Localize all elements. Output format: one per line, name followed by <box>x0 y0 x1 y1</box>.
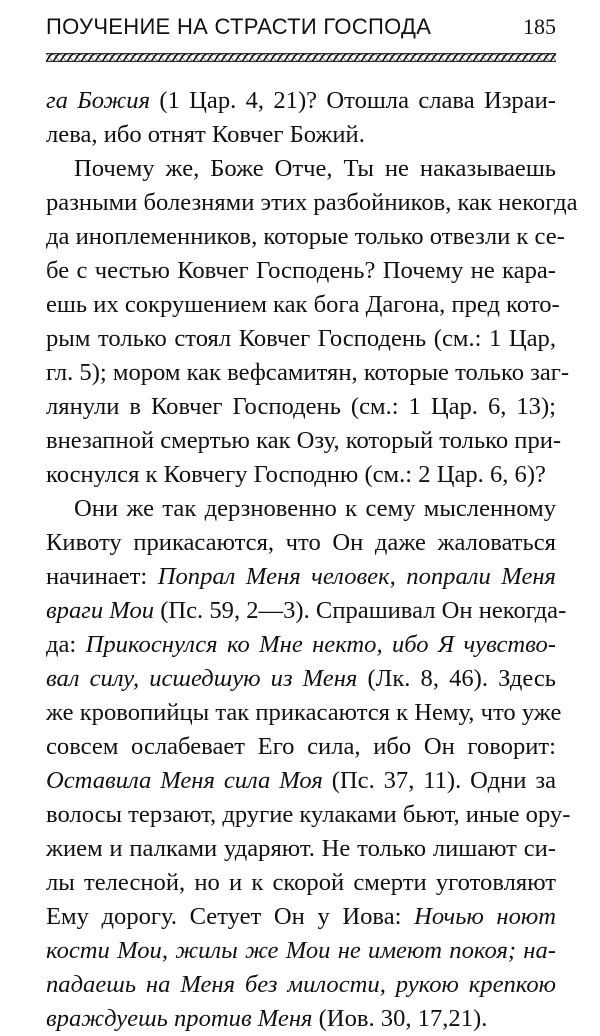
text-segment: бе с честью Ковчег Господень? Почему не кара- <box>46 257 556 284</box>
body-text <box>46 84 578 1036</box>
italic-quote: Попрал Меня человек, попрали Меня <box>157 563 556 590</box>
text-segment: Почему же, Боже Отче, Ты не наказываешь <box>74 155 556 182</box>
text-segment: да: <box>46 631 86 658</box>
text-line <box>46 1002 556 1036</box>
italic-quote: кости Мои, жилы же Мои не имеют покоя; на- <box>46 937 556 964</box>
text-line <box>46 322 556 356</box>
text-line <box>46 730 556 764</box>
text-segment: да иноплеменников, которые только отвезли к се- <box>46 223 565 250</box>
text-line <box>46 968 556 1002</box>
page-number: 185 <box>523 14 556 39</box>
italic-quote: Ночью ноют <box>414 903 557 930</box>
text-line <box>46 492 556 526</box>
text-segment: (Пс. 37, 11). Одни за <box>322 767 556 794</box>
running-title: ПОУЧЕНИЕ НА СТРАСТИ ГОСПОДА <box>46 14 432 39</box>
italic-quote: га Божия <box>46 87 151 114</box>
text-line <box>46 152 556 186</box>
page-header <box>46 14 556 48</box>
text-line <box>46 220 565 254</box>
text-segment: рым только стоял Ковчег Господень (см.: 1 Цар, <box>46 325 556 352</box>
text-segment: Ему дорогу. Сетует Он у Иова: <box>46 903 415 930</box>
text-segment: начинает: <box>46 563 158 590</box>
text-line <box>46 628 556 662</box>
italic-quote: враги Мои <box>46 597 155 624</box>
text-segment: ешь их сокрушением как бога Дагона, пред кото- <box>46 291 560 318</box>
text-segment: коснулся к Ковчегу Господню (см.: 2 Цар. 6, 6)? <box>46 461 546 488</box>
text-line <box>46 934 556 968</box>
text-segment: (Пс. 59, 2—3). Спрашивал Он некогда- <box>154 597 567 624</box>
text-segment: лянули в Ковчег Господень (см.: 1 Цар. 6, 13); <box>46 393 556 420</box>
rope-divider-icon <box>46 53 556 62</box>
text-line <box>46 900 556 934</box>
text-line <box>46 764 556 798</box>
text-line <box>46 866 556 900</box>
text-line <box>46 186 578 220</box>
text-line <box>46 356 570 390</box>
italic-quote: Прикоснулся ко Мне некто, ибо Я чувство- <box>85 631 556 658</box>
text-line <box>46 458 556 492</box>
text-segment: жием и палками ударяют. Не только лишают си- <box>46 835 556 862</box>
italic-quote: вал силу, исшедшую из Меня <box>46 665 358 692</box>
text-line <box>46 594 567 628</box>
italic-quote: враждуешь против Меня <box>46 1005 313 1032</box>
text-segment: (Лк. 8, 46). Здесь <box>357 665 556 692</box>
text-segment: волосы терзают, другие кулаками бьют, иные ору- <box>46 801 571 828</box>
text-segment: же кровопийцы так прикасаются к Нему, что уже <box>46 699 562 726</box>
ornamental-rule <box>46 53 556 62</box>
text-line <box>46 84 556 118</box>
text-segment: (1 Цар. 4, 21)? Отошла слава Израи- <box>150 87 556 114</box>
text-line <box>46 526 556 560</box>
text-segment: (Иов. 30, 17,21). <box>312 1005 488 1032</box>
text-line <box>46 832 556 866</box>
text-line <box>46 696 562 730</box>
text-segment: лева, ибо отнят Ковчег Божий. <box>46 121 365 148</box>
text-segment: Они же так дерзновенно к сему мысленному <box>74 495 556 522</box>
text-line <box>46 390 556 424</box>
text-line <box>46 560 556 594</box>
italic-quote: Оставила Меня сила Моя <box>46 767 323 794</box>
text-line <box>46 288 560 322</box>
text-line <box>46 424 562 458</box>
text-line <box>46 254 556 288</box>
text-segment: внезапной смертью как Озу, который только при- <box>46 427 562 454</box>
text-segment: совсем ослабевает Его сила, ибо Он говорит: <box>46 733 556 760</box>
italic-quote: падаешь на Меня без милости, рукою крепкою <box>46 971 556 998</box>
text-line <box>46 118 556 152</box>
text-segment: Кивоту прикасаются, что Он даже жаловаться <box>46 529 556 556</box>
text-line <box>46 798 571 832</box>
text-line <box>46 662 556 696</box>
text-segment: лы телесной, но и к скорой смерти уготовляют <box>46 869 556 896</box>
text-segment: гл. 5); мором как вефсамитян, которые только заг- <box>46 359 570 386</box>
text-segment: разными болезнями этих разбойников, как некогда <box>46 189 578 216</box>
